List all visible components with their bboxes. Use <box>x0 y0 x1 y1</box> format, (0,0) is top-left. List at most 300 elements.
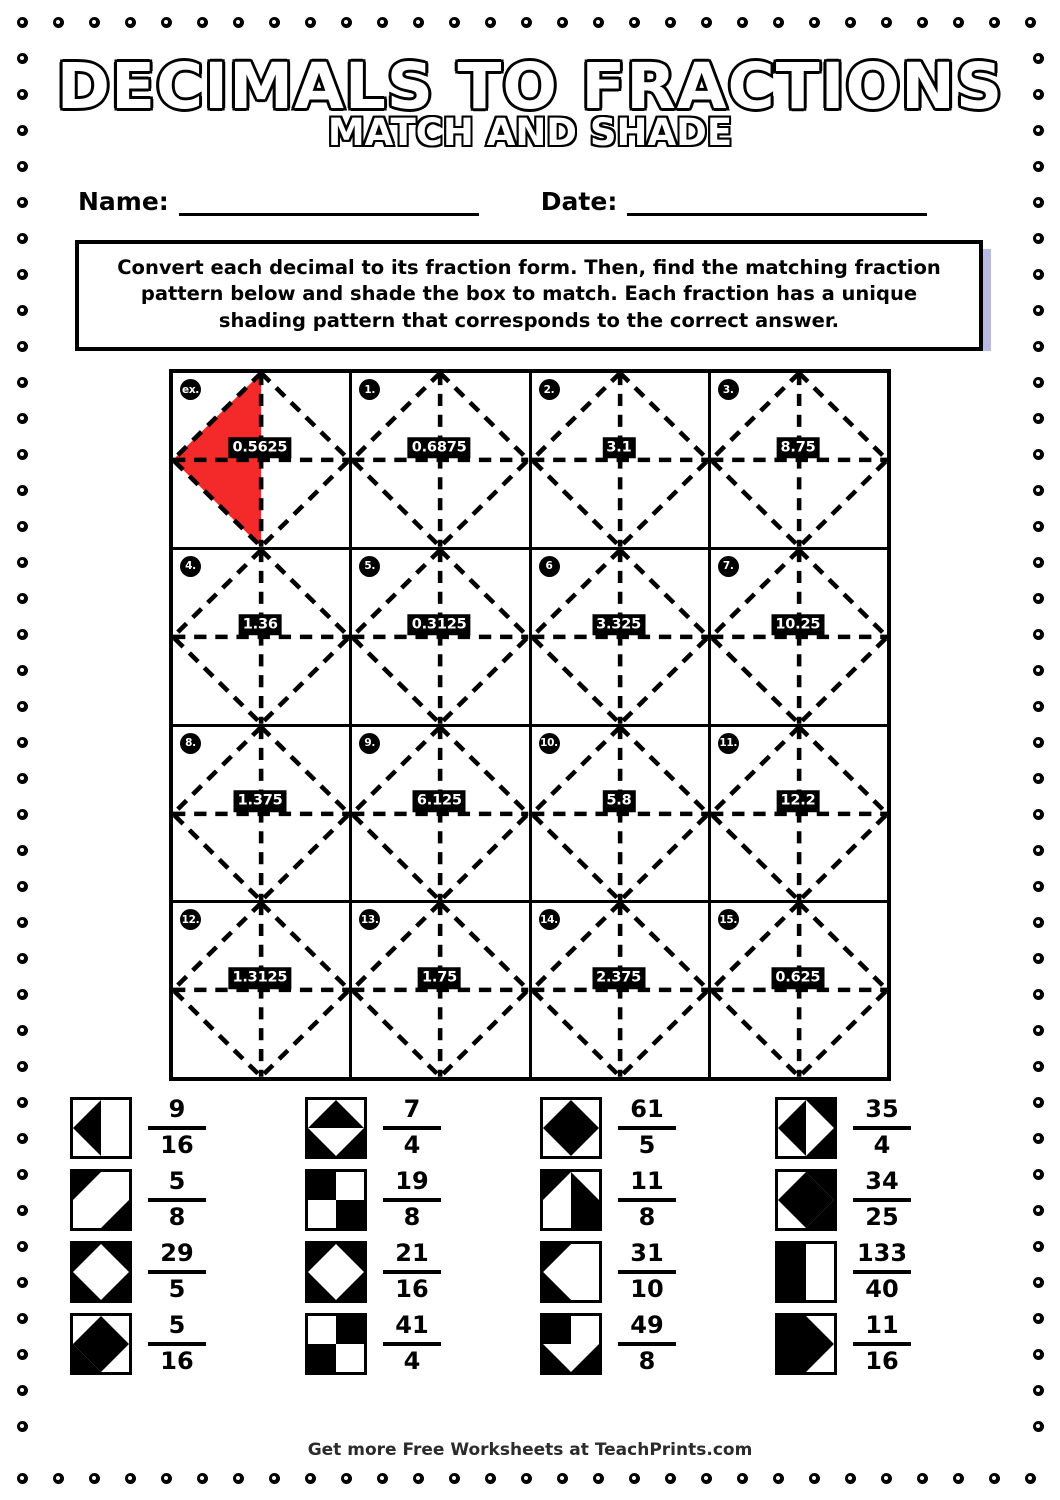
cell-dashed-lines <box>173 550 349 724</box>
fraction-numerator: 9 <box>168 1095 186 1124</box>
border-dot <box>1033 845 1044 856</box>
border-dot <box>125 17 136 28</box>
grid-cell[interactable] <box>711 373 887 547</box>
border-dot <box>17 1349 28 1360</box>
cell-decimal-value: 1.3125 <box>228 967 291 989</box>
grid-cell[interactable] <box>173 373 349 547</box>
cell-diagram <box>173 550 349 724</box>
border-dot <box>1033 269 1044 280</box>
fraction <box>148 1313 206 1375</box>
cell-dashed-lines <box>173 903 349 1077</box>
border-dot <box>809 17 820 28</box>
fraction-denominator: 4 <box>873 1131 891 1160</box>
fraction <box>383 1313 441 1375</box>
name-date-row <box>52 187 1008 216</box>
pattern-swatch <box>775 1241 837 1303</box>
answer-key-item <box>765 1097 1000 1159</box>
border-dot <box>17 521 28 532</box>
fraction-bar <box>383 1126 441 1130</box>
border-dot <box>557 17 568 28</box>
fraction-bar <box>853 1126 911 1130</box>
grid-cell[interactable] <box>532 550 708 724</box>
border-dot <box>953 1473 964 1484</box>
border-dot <box>845 1473 856 1484</box>
border-dot <box>989 17 1000 28</box>
fraction-numerator: 49 <box>630 1311 664 1340</box>
fraction-denominator: 16 <box>160 1131 194 1160</box>
cell-decimal-value: 12.2 <box>777 791 820 813</box>
cell-dashed-lines <box>711 550 887 724</box>
border-dot <box>1033 233 1044 244</box>
pattern-swatch <box>775 1313 837 1375</box>
border-dot <box>1033 53 1044 64</box>
pattern-shape-icon <box>73 1172 129 1228</box>
cell-number-badge: 5. <box>359 556 380 577</box>
answer-key-item <box>530 1097 765 1159</box>
border-dot <box>881 17 892 28</box>
fraction-denominator: 8 <box>403 1203 421 1232</box>
border-dot <box>1033 161 1044 172</box>
pattern-shape-icon <box>308 1100 364 1156</box>
border-dot <box>773 1473 784 1484</box>
border-dot <box>17 1025 28 1036</box>
fraction <box>148 1097 206 1159</box>
pattern-swatch <box>305 1241 367 1303</box>
cell-number-badge: 6 <box>539 556 560 577</box>
cell-number-badge: 9. <box>359 733 380 754</box>
pattern-shape-icon <box>73 1316 129 1372</box>
fraction-numerator: 19 <box>395 1167 429 1196</box>
fraction-denominator: 16 <box>160 1347 194 1376</box>
border-dot <box>809 1473 820 1484</box>
fraction-denominator: 4 <box>403 1347 421 1376</box>
date-label: Date: <box>540 186 618 216</box>
pattern-swatch <box>70 1097 132 1159</box>
border-dot <box>17 629 28 640</box>
border-dot <box>53 1473 64 1484</box>
answer-key-item <box>295 1097 530 1159</box>
cell-number-badge: 4. <box>180 556 201 577</box>
fraction-denominator: 8 <box>168 1203 186 1232</box>
border-dot <box>1033 341 1044 352</box>
border-dot <box>1033 773 1044 784</box>
grid-cell[interactable] <box>532 727 708 901</box>
cell-decimal-value: 1.36 <box>239 614 282 636</box>
border-dot <box>233 1473 244 1484</box>
page-title: DECIMALS TO FRACTIONS <box>56 50 1004 123</box>
instructions-wrapper <box>52 240 1008 352</box>
fraction-denominator: 5 <box>168 1275 186 1304</box>
border-dot <box>521 17 532 28</box>
pattern-swatch <box>305 1313 367 1375</box>
fraction <box>148 1241 206 1303</box>
border-dot <box>1033 1313 1044 1324</box>
border-dot <box>305 17 316 28</box>
border-dot <box>1033 989 1044 1000</box>
border-dot <box>341 1473 352 1484</box>
fraction-bar <box>853 1270 911 1274</box>
border-dot <box>377 17 388 28</box>
border-dot <box>341 17 352 28</box>
border-dot <box>413 1473 424 1484</box>
pattern-shape-icon <box>308 1316 364 1372</box>
fraction-numerator: 5 <box>168 1311 186 1340</box>
border-dot <box>269 17 280 28</box>
grid-cell[interactable] <box>352 727 528 901</box>
border-dot <box>17 557 28 568</box>
pattern-swatch <box>70 1313 132 1375</box>
fraction <box>383 1097 441 1159</box>
cell-dashed-lines <box>352 550 528 724</box>
cell-decimal-value: 5.8 <box>602 791 635 813</box>
fraction-numerator: 41 <box>395 1311 429 1340</box>
fraction <box>853 1313 911 1375</box>
pattern-shape-icon <box>543 1172 599 1228</box>
border-dot <box>17 413 28 424</box>
cell-diagram <box>711 727 887 901</box>
border-dot <box>1033 953 1044 964</box>
fraction <box>618 1313 676 1375</box>
fraction-numerator: 5 <box>168 1167 186 1196</box>
border-dot <box>53 17 64 28</box>
fraction-bar <box>853 1198 911 1202</box>
border-dot <box>665 1473 676 1484</box>
border-dot <box>1033 449 1044 460</box>
border-dot <box>17 881 28 892</box>
pattern-swatch <box>540 1097 602 1159</box>
border-dot <box>1033 1385 1044 1396</box>
border-dot <box>917 17 928 28</box>
border-dot <box>1033 1205 1044 1216</box>
date-input[interactable] <box>627 192 927 216</box>
border-dot <box>17 53 28 64</box>
border-dot <box>1033 557 1044 568</box>
border-dot <box>17 341 28 352</box>
cell-decimal-value: 8.75 <box>777 437 820 459</box>
answer-key-item <box>295 1169 530 1231</box>
fraction-denominator: 4 <box>403 1131 421 1160</box>
border-dot <box>17 1473 28 1484</box>
cell-diagram <box>711 550 887 724</box>
border-dot <box>197 1473 208 1484</box>
border-dot <box>881 1473 892 1484</box>
cell-dashed-lines <box>173 373 349 547</box>
fraction-numerator: 29 <box>160 1239 194 1268</box>
border-dot <box>17 1133 28 1144</box>
border-dot <box>17 161 28 172</box>
answer-key-item <box>295 1241 530 1303</box>
border-dot <box>1033 917 1044 928</box>
cell-diagram <box>352 903 528 1077</box>
border-dot <box>737 1473 748 1484</box>
fraction-numerator: 35 <box>865 1095 899 1124</box>
border-dot <box>1033 665 1044 676</box>
fraction-bar <box>148 1198 206 1202</box>
cell-decimal-value: 6.125 <box>413 791 466 813</box>
cell-decimal-value: 3.1 <box>602 437 635 459</box>
border-dot <box>1033 881 1044 892</box>
puzzle-grid <box>169 369 891 1081</box>
pattern-swatch <box>775 1097 837 1159</box>
title-block <box>52 34 1008 153</box>
cell-dashed-lines <box>711 727 887 901</box>
fraction-bar <box>618 1342 676 1346</box>
border-dot <box>989 1473 1000 1484</box>
border-dot <box>17 917 28 928</box>
fraction-bar <box>383 1198 441 1202</box>
pattern-shape-icon <box>308 1172 364 1228</box>
border-dot <box>89 1473 100 1484</box>
fraction-bar <box>148 1126 206 1130</box>
border-dot <box>17 449 28 460</box>
border-dot <box>917 1473 928 1484</box>
fraction-numerator: 133 <box>856 1239 908 1268</box>
border-dot <box>1033 809 1044 820</box>
border-dot <box>17 17 28 28</box>
cell-number-badge: 14. <box>539 909 560 930</box>
border-dot <box>17 1061 28 1072</box>
border-dot <box>1033 413 1044 424</box>
border-dot <box>17 1097 28 1108</box>
border-dot <box>629 1473 640 1484</box>
fraction-bar <box>383 1270 441 1274</box>
border-dot <box>1033 1133 1044 1144</box>
fraction <box>618 1097 676 1159</box>
border-dot <box>449 1473 460 1484</box>
border-dot <box>1033 1349 1044 1360</box>
pattern-swatch <box>540 1169 602 1231</box>
cell-dashed-lines <box>711 903 887 1077</box>
border-dot <box>233 17 244 28</box>
cell-dashed-lines <box>532 903 708 1077</box>
border-dot <box>17 1241 28 1252</box>
border-dot <box>1025 1473 1036 1484</box>
pattern-swatch <box>540 1241 602 1303</box>
fraction-denominator: 10 <box>630 1275 664 1304</box>
fraction <box>853 1241 911 1303</box>
fraction-numerator: 61 <box>630 1095 664 1124</box>
fraction <box>853 1169 911 1231</box>
fraction-bar <box>618 1198 676 1202</box>
fraction-numerator: 7 <box>403 1095 421 1124</box>
border-dot <box>629 17 640 28</box>
instructions-box: Convert each decimal to its fraction form. Then, find the matching fraction pattern below and shade the box to match. Each fraction has a unique shading pattern that corresponds to the correct answer. <box>75 240 983 352</box>
border-dot <box>197 17 208 28</box>
answer-key-item <box>295 1313 530 1375</box>
cell-diagram <box>352 373 528 547</box>
border-dot <box>17 485 28 496</box>
border-dot <box>1033 1025 1044 1036</box>
answer-key-item <box>60 1241 295 1303</box>
border-dot <box>17 953 28 964</box>
border-dot <box>665 17 676 28</box>
pattern-swatch <box>775 1169 837 1231</box>
fraction-denominator: 8 <box>638 1203 656 1232</box>
fraction-bar <box>618 1270 676 1274</box>
grid-cell[interactable] <box>352 903 528 1077</box>
border-dot <box>1033 1097 1044 1108</box>
grid-cell[interactable] <box>173 550 349 724</box>
cell-diagram <box>352 550 528 724</box>
answer-key-item <box>530 1313 765 1375</box>
grid-cell[interactable] <box>173 727 349 901</box>
pattern-shape-icon <box>543 1244 599 1300</box>
footer-credit: Get more Free Worksheets at TeachPrints.com <box>307 1440 753 1460</box>
fraction-bar <box>148 1342 206 1346</box>
pattern-shape-icon <box>778 1316 834 1372</box>
answer-key-item <box>765 1169 1000 1231</box>
cell-decimal-value: 0.5625 <box>228 437 291 459</box>
cell-number-badge: 7. <box>718 556 739 577</box>
fraction-numerator: 21 <box>395 1239 429 1268</box>
answer-key-item <box>60 1169 295 1231</box>
border-dot <box>17 1169 28 1180</box>
fraction-bar <box>383 1342 441 1346</box>
border-dot <box>17 125 28 136</box>
fraction-numerator: 11 <box>630 1167 664 1196</box>
border-dot <box>737 17 748 28</box>
pattern-shape-icon <box>308 1244 364 1300</box>
answer-key-item <box>765 1313 1000 1375</box>
border-dot <box>377 1473 388 1484</box>
answer-key-item <box>765 1241 1000 1303</box>
border-dot <box>1033 593 1044 604</box>
border-dot <box>1033 1241 1044 1252</box>
border-dot <box>17 233 28 244</box>
grid-cell[interactable] <box>173 903 349 1077</box>
pattern-shape-icon <box>543 1316 599 1372</box>
border-dot <box>17 845 28 856</box>
fraction-denominator: 5 <box>638 1131 656 1160</box>
cell-diagram <box>532 550 708 724</box>
border-dot <box>1033 737 1044 748</box>
cell-dashed-lines <box>711 373 887 547</box>
answer-key-item <box>60 1097 295 1159</box>
cell-decimal-value: 2.375 <box>592 967 645 989</box>
cell-number-badge: 8. <box>180 733 201 754</box>
cell-diagram <box>532 903 708 1077</box>
border-dot <box>269 1473 280 1484</box>
border-dot <box>773 17 784 28</box>
border-dot <box>17 737 28 748</box>
fraction <box>853 1097 911 1159</box>
border-dot <box>1033 1169 1044 1180</box>
border-dot <box>17 1277 28 1288</box>
fraction-bar <box>618 1126 676 1130</box>
border-dot <box>1033 701 1044 712</box>
answer-key <box>60 1097 1000 1375</box>
fraction-denominator: 40 <box>865 1275 899 1304</box>
border-dot <box>1033 89 1044 100</box>
fraction-numerator: 11 <box>865 1311 899 1340</box>
pattern-shape-icon <box>543 1100 599 1156</box>
fraction-numerator: 31 <box>630 1239 664 1268</box>
border-dot <box>1033 1421 1044 1432</box>
cell-diagram <box>711 903 887 1077</box>
border-dot <box>17 1313 28 1324</box>
fraction-denominator: 8 <box>638 1347 656 1376</box>
grid-cell[interactable] <box>711 903 887 1077</box>
fraction <box>618 1241 676 1303</box>
border-dot <box>305 1473 316 1484</box>
grid-cell[interactable] <box>352 550 528 724</box>
border-dot <box>17 305 28 316</box>
cell-dashed-lines <box>352 903 528 1077</box>
pattern-swatch <box>540 1313 602 1375</box>
border-dot <box>17 701 28 712</box>
border-dot <box>17 269 28 280</box>
cell-number-badge: 11. <box>718 733 739 754</box>
border-dot <box>17 1385 28 1396</box>
pattern-shape-icon <box>778 1244 834 1300</box>
cell-decimal-value: 1.375 <box>234 791 287 813</box>
cell-decimal-value: 0.3125 <box>408 614 471 636</box>
cell-dashed-lines <box>532 727 708 901</box>
cell-number-badge: 13. <box>359 909 380 930</box>
border-dot <box>17 377 28 388</box>
border-dot <box>557 1473 568 1484</box>
pattern-swatch <box>70 1169 132 1231</box>
cell-diagram <box>173 903 349 1077</box>
border-dot <box>521 1473 532 1484</box>
border-dot <box>161 17 172 28</box>
border-dot <box>17 773 28 784</box>
grid-cell[interactable] <box>532 373 708 547</box>
cell-diagram <box>532 373 708 547</box>
pattern-swatch <box>305 1097 367 1159</box>
border-dot <box>413 17 424 28</box>
border-dot <box>1033 1061 1044 1072</box>
cell-dashed-lines <box>532 373 708 547</box>
border-dot <box>701 1473 712 1484</box>
answer-key-item <box>530 1241 765 1303</box>
cell-dashed-lines <box>352 373 528 547</box>
cell-decimal-value: 3.325 <box>592 614 645 636</box>
grid-cell[interactable] <box>352 373 528 547</box>
fraction <box>383 1169 441 1231</box>
cell-diagram <box>352 727 528 901</box>
fraction-numerator: 34 <box>865 1167 899 1196</box>
answer-key-item <box>530 1169 765 1231</box>
border-dot <box>1033 485 1044 496</box>
border-dot <box>17 89 28 100</box>
name-label: Name: <box>78 186 169 216</box>
fraction-bar <box>148 1270 206 1274</box>
grid-cell[interactable] <box>711 727 887 901</box>
page-subtitle: MATCH AND SHADE <box>327 110 733 154</box>
cell-number-badge: 1. <box>359 379 380 400</box>
worksheet-sheet <box>52 34 1008 1466</box>
border-dot <box>701 17 712 28</box>
cell-diagram <box>711 373 887 547</box>
grid-cell[interactable] <box>711 550 887 724</box>
fraction-denominator: 16 <box>395 1275 429 1304</box>
pattern-shape-icon <box>778 1172 834 1228</box>
border-dot <box>593 1473 604 1484</box>
grid-cell[interactable] <box>532 903 708 1077</box>
name-input[interactable] <box>179 192 479 216</box>
border-dot <box>161 1473 172 1484</box>
pattern-swatch <box>305 1169 367 1231</box>
cell-diagram <box>532 727 708 901</box>
border-dot <box>449 17 460 28</box>
pattern-shape-icon <box>778 1100 834 1156</box>
pattern-shape-icon <box>73 1100 129 1156</box>
border-dot <box>1025 17 1036 28</box>
border-dot <box>953 17 964 28</box>
border-dot <box>1033 197 1044 208</box>
cell-dashed-lines <box>532 550 708 724</box>
